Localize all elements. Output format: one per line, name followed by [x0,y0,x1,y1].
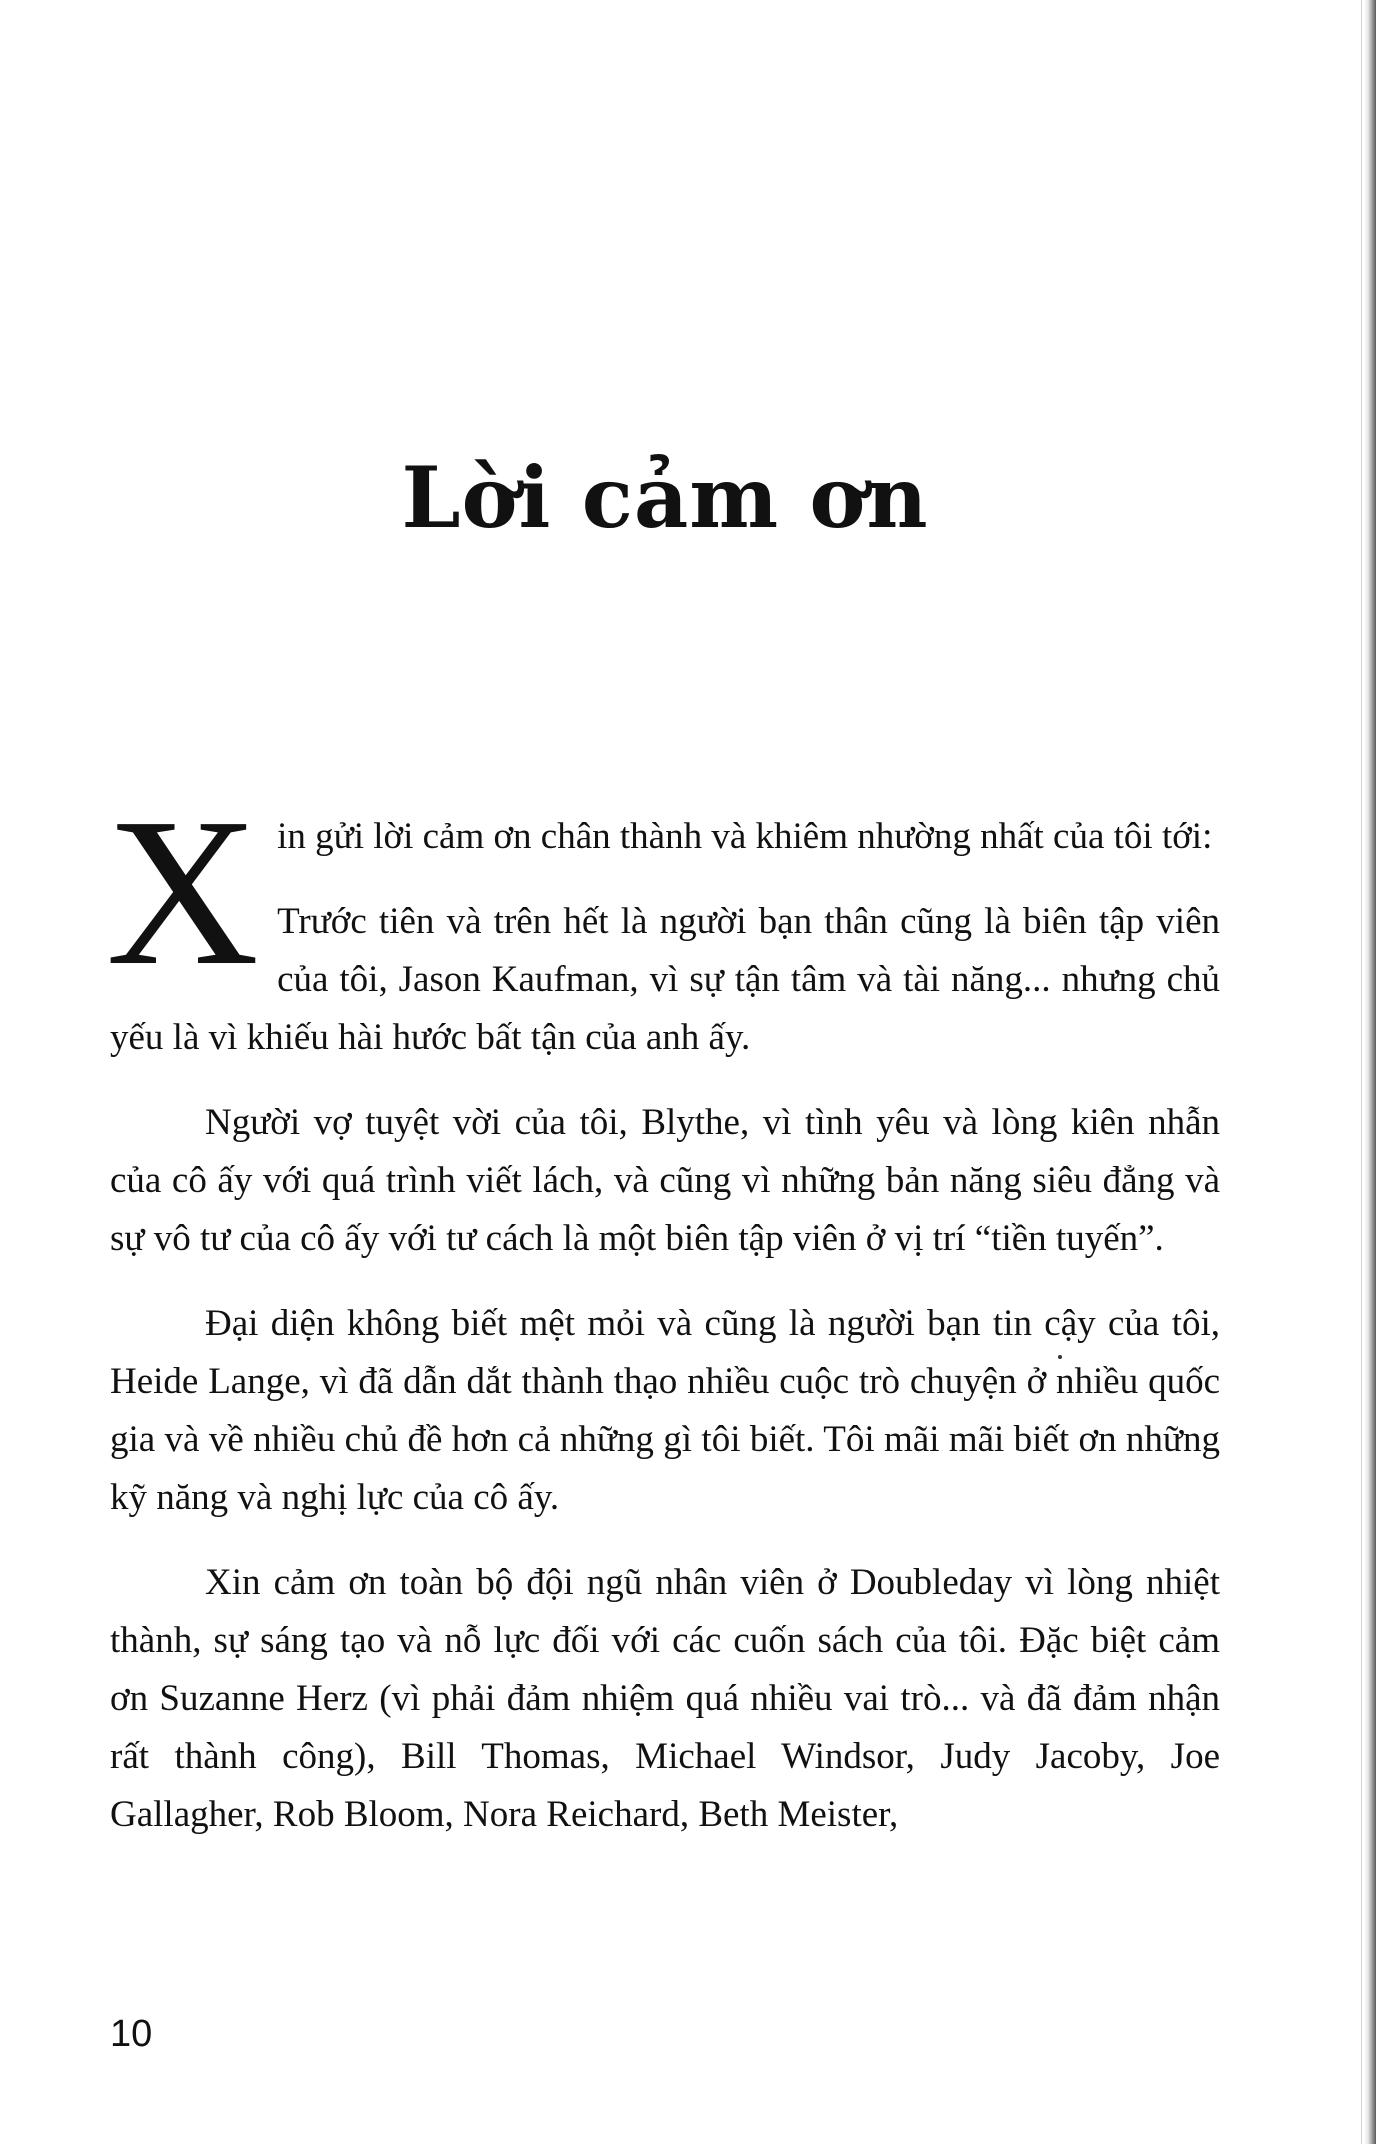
body-text [106,774,1220,1871]
paragraph-text: in gửi lời cảm ơn chân thành và khiêm nhường nhất của tôi tới: [277,816,1213,857]
paragraph-editor: Trước tiên và trên hết là người bạn thân cũng là biên tập viên của tôi, Jason Kaufman, vì sự tận tâm và tài năng... nhưng chủ yếu là vì khiếu hài hước bất tận của anh ấy. [110,901,1220,1058]
paragraph-publisher: Xin cảm ơn toàn bộ đội ngũ nhân viên ở Doubleday vì lòng nhiệt thành, sự sáng tạo và nỗ lực đối với các cuốn sách của tôi. Đặc biệt cảm ơn Suzanne Herz (vì phải đảm nhiệm quá nhiều vai trò... và đã đảm nhận rất thành công), Bill Thomas, Michael Windsor, Judy Jacoby, Joe Gallagher, Rob Bloom, Nora Reichard, Beth Meister, [110,1562,1220,1835]
binding-edge [1364,0,1376,2144]
scan-speck [1058,1355,1062,1359]
drop-cap: X [106,774,260,1009]
page-number: 10 [110,2013,153,2055]
paragraph-wife: Người vợ tuyệt vời của tôi, Blythe, vì tình yêu và lòng kiên nhẫn của cô ấy với quá trình viết lách, và cũng vì những bản năng siêu đẳng và sự vô tư của cô ấy với tư cách là một biên tập viên ở vị trí “tiền tuyến”. [110,1102,1220,1259]
chapter-title: Lời cảm ơn [401,448,929,547]
binding-shadow-line [1361,0,1362,2144]
paragraph-agent: Đại diện không biết mệt mỏi và cũng là người bạn tin cậy của tôi, Heide Lange, vì đã dẫn dắt thành thạo nhiều cuộc trò chuyện ở nhiều quốc gia và về nhiều chủ đề hơn cả những gì tôi biết. Tôi mãi mãi biết ơn những kỹ năng và nghị lực của cô ấy. [110,1303,1220,1518]
